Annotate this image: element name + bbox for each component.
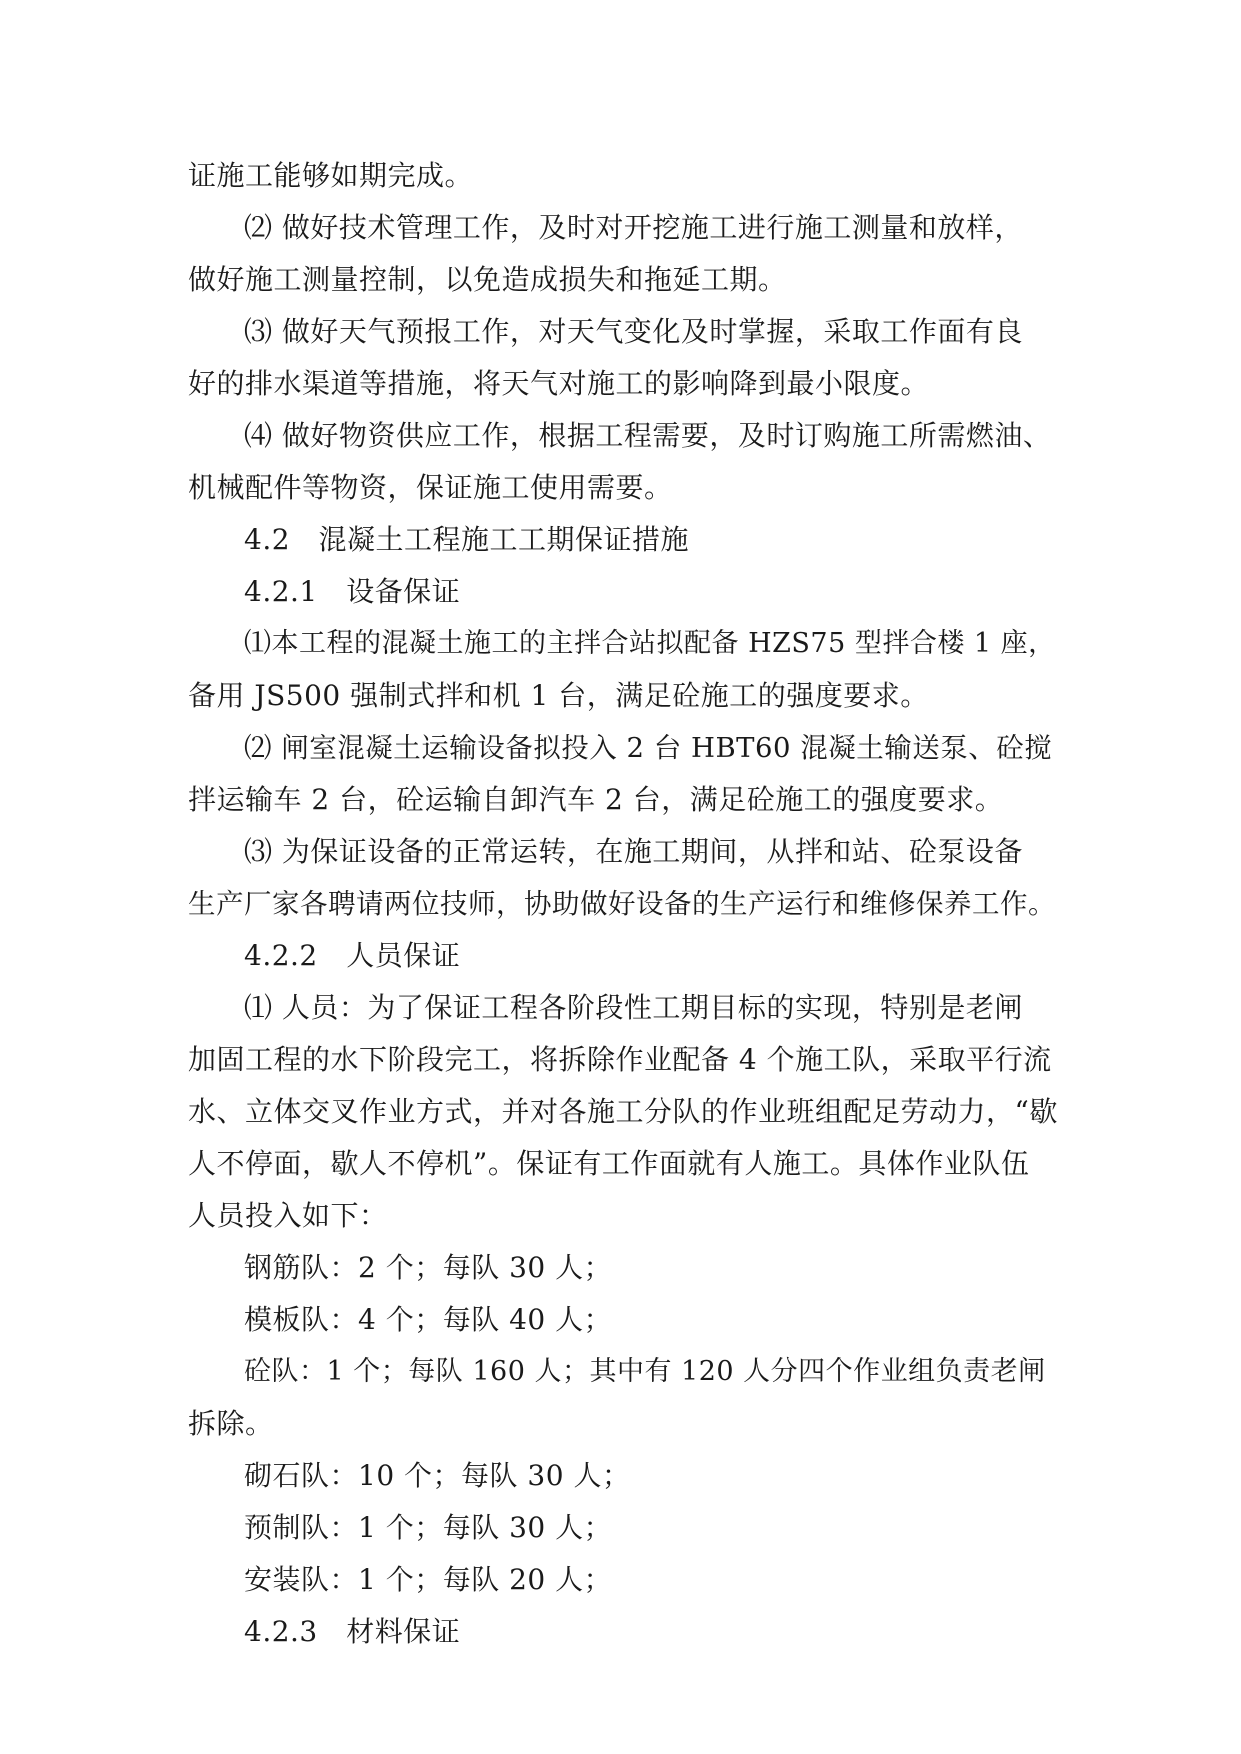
text-line: ⑴ 人员：为了保证工程各阶段性工期目标的实现，特别是老闸 (244, 991, 1023, 1024)
text-line: ⑵ 闸室混凝土运输设备拟投入 2 台 HBT60 混凝土输送泵、砼搅 (244, 732, 1053, 764)
text-line: ⑴本工程的混凝土施工的主拌合站拟配备 HZS75 型拌合楼 1 座， (244, 628, 1056, 659)
text-line: 加固工程的水下阶段完工，将拆除作业配备 4 个施工队，采取平行流 (188, 1043, 1052, 1076)
text-line: 机械配件等物资，保证施工使用需要。 (188, 471, 673, 504)
text-line: 4.2.2 人员保证 (244, 939, 461, 972)
text-line: 砼队：1 个；每队 160 人；其中有 120 人分四个作业组负责老闸 (244, 1356, 1046, 1387)
text-line: 做好施工测量控制，以免造成损失和拖延工期。 (188, 263, 787, 296)
text-line: 4.2.3 材料保证 (244, 1615, 461, 1648)
text-line: ⑶ 做好天气预报工作，对天气变化及时掌握，采取工作面有良 (244, 315, 1023, 348)
text-line: 安装队：1 个；每队 20 人； (244, 1563, 613, 1596)
text-line: 水、立体交叉作业方式，并对各施工分队的作业班组配足劳动力，“歇 (188, 1095, 1058, 1128)
text-line: 4.2 混凝土工程施工工期保证措施 (244, 523, 690, 556)
text-line: ⑵ 做好技术管理工作，及时对开挖施工进行施工测量和放样， (244, 211, 1023, 244)
text-line: ⑶ 为保证设备的正常运转，在施工期间，从拌和站、砼泵设备 (244, 835, 1023, 868)
text-line: 人不停面，歇人不停机”。保证有工作面就有人施工。具体作业队伍 (188, 1147, 1030, 1180)
text-line: 预制队：1 个；每队 30 人； (244, 1511, 613, 1544)
text-line: 砌石队：10 个；每队 30 人； (244, 1459, 631, 1492)
text-line: 4.2.1 设备保证 (244, 575, 461, 608)
text-line: 拆除。 (188, 1407, 274, 1440)
text-line: 备用 JS500 强制式拌和机 1 台，满足砼施工的强度要求。 (188, 679, 929, 712)
text-line: 拌运输车 2 台，砼运输自卸汽车 2 台，满足砼施工的强度要求。 (188, 783, 1004, 816)
text-line: 模板队：4 个；每队 40 人； (244, 1303, 613, 1336)
text-line: 生产厂家各聘请两位技师，协助做好设备的生产运行和维修保养工作。 (188, 888, 1056, 920)
text-line: 钢筋队：2 个；每队 30 人； (244, 1251, 613, 1284)
text-line: ⑷ 做好物资供应工作，根据工程需要，及时订购施工所需燃油、 (244, 419, 1052, 452)
text-line: 证施工能够如期完成。 (188, 159, 474, 192)
text-line: 好的排水渠道等措施，将天气对施工的影响降到最小限度。 (188, 367, 930, 400)
text-line: 人员投入如下： (188, 1199, 388, 1232)
document-body (188, 150, 1058, 1658)
